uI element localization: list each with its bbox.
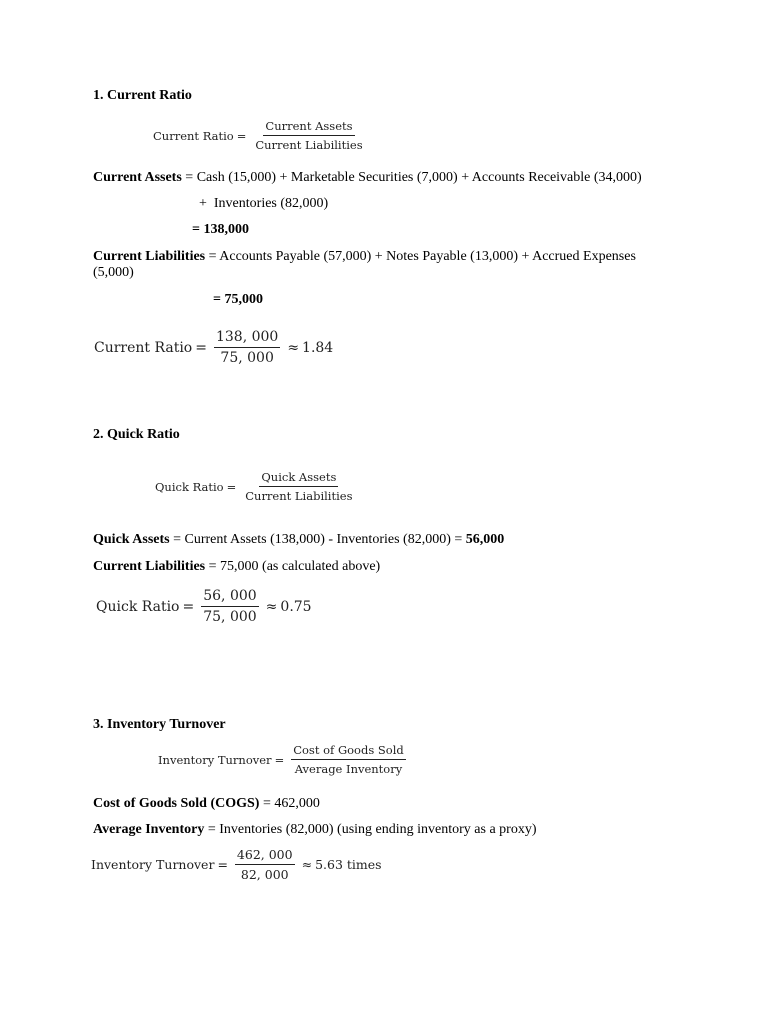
quick-liabilities-label: Current Liabilities [93,559,206,574]
quick-assets-line [93,532,504,548]
result-fraction [235,847,295,882]
result-value: 1.84 [302,339,334,356]
current-assets-label: Current Assets [93,170,182,185]
result-value: 5.63 times [315,857,382,872]
average-inventory-line [93,822,537,838]
quick-ratio-result [96,588,312,625]
formula-equals: = [274,752,285,767]
formula-fraction [243,470,354,503]
current-assets-total: = 138,000 [192,222,249,237]
formula-denominator: Current Liabilities [245,489,353,503]
result-approx: ≈ [301,857,313,872]
result-value: 0.75 [280,598,312,615]
section-heading-current-ratio: 1. Current Ratio [93,88,192,103]
current-liabilities-breakdown: = Accounts Payable (57,000) + Notes Payable (13,000) + Accrued Expenses (5,000) [93,249,636,280]
result-lhs: Current Ratio [94,339,193,356]
result-lhs: Inventory Turnover [91,857,215,872]
cogs-value: = 462,000 [259,796,320,811]
quick-assets-label: Quick Assets [93,532,170,547]
inventory-turnover-formula [158,743,410,776]
section-heading-quick-ratio: 2. Quick Ratio [93,427,180,442]
inventory-turnover-result [91,847,382,882]
formula-fraction [291,743,406,776]
current-assets-continuation: + Inventories (82,000) [199,196,329,211]
result-equals: = [217,857,228,872]
result-numerator: 138, 000 [214,329,280,348]
current-assets-breakdown: = Cash (15,000) + Marketable Securities (7,000) + Accounts Receivable (34,000) [181,170,642,185]
formula-fraction [253,119,364,152]
result-lhs: Quick Ratio [96,598,180,615]
formula-denominator: Average Inventory [294,762,403,776]
quick-assets-value: 56,000 [465,532,505,547]
formula-lhs: Inventory Turnover [158,752,272,767]
formula-numerator: Cost of Goods Sold [291,743,406,760]
quick-liabilities-line [93,559,380,575]
result-denominator: 75, 000 [203,609,257,625]
formula-equals: = [226,479,237,494]
current-liabilities-total: = 75,000 [213,292,263,307]
average-inventory-note: = Inventories (82,000) (using ending inventory as a proxy) [204,822,537,837]
formula-denominator: Current Liabilities [255,138,363,152]
formula-lhs: Quick Ratio [155,479,224,494]
current-liabilities-line [93,249,658,281]
result-denominator: 75, 000 [220,350,274,366]
current-liabilities-label: Current Liabilities [93,249,206,264]
result-fraction [201,588,258,625]
formula-numerator: Quick Assets [259,470,338,487]
current-ratio-result [94,329,333,366]
cogs-label: Cost of Goods Sold (COGS) [93,796,260,811]
current-ratio-formula [153,119,369,152]
result-approx: ≈ [287,339,300,356]
quick-liabilities-note: = 75,000 (as calculated above) [205,559,381,574]
section-heading-inventory-turnover: 3. Inventory Turnover [93,717,226,732]
average-inventory-label: Average Inventory [93,822,205,837]
result-equals: = [182,598,195,615]
result-denominator: 82, 000 [240,867,289,882]
result-equals: = [195,339,207,356]
formula-lhs: Current Ratio [153,128,234,143]
result-fraction [214,329,280,366]
formula-numerator: Current Assets [263,119,354,136]
quick-assets-breakdown: = Current Assets (138,000) - Inventories (82,000) = [169,532,466,547]
formula-equals: = [236,128,247,143]
result-numerator: 462, 000 [235,847,295,865]
quick-ratio-formula [155,470,359,503]
cogs-line [93,796,320,812]
result-numerator: 56, 000 [201,588,258,607]
current-assets-line [93,170,673,186]
result-approx: ≈ [265,598,278,615]
